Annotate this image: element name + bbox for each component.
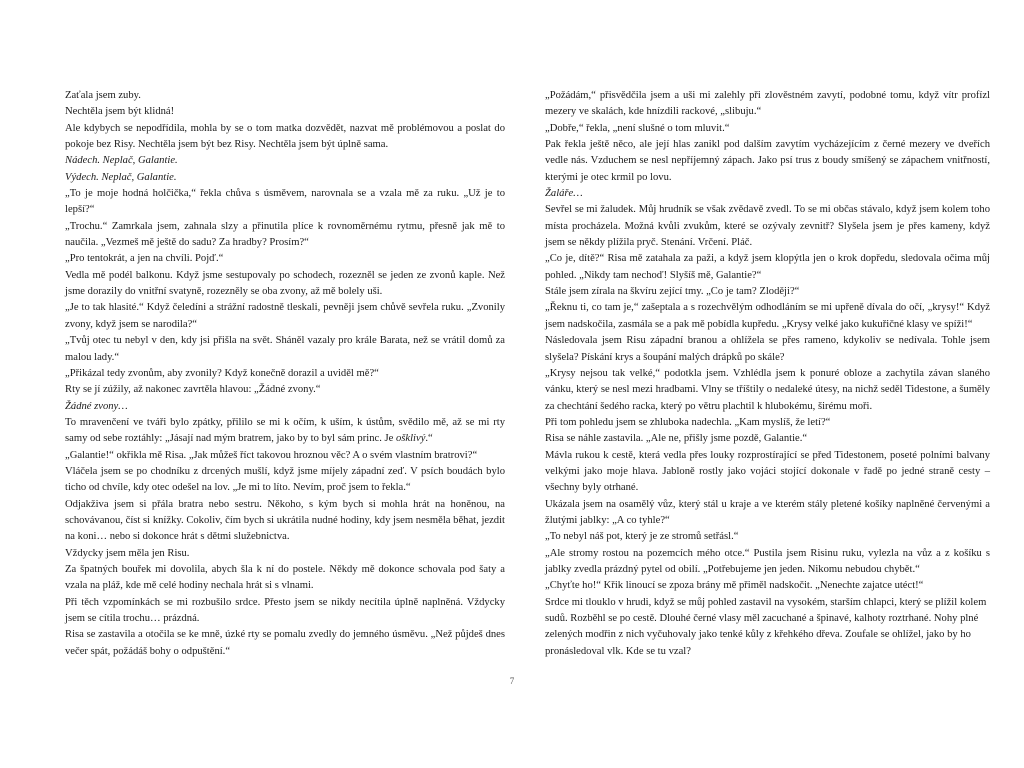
paragraph: „Řeknu ti, co tam je,“ zašeptala a s rozechvělým odhodláním se mi upřeně dívala do očí, „krysy!“ Když jsem nadskočila, zasmála se a pak mě pobídla kupředu. „Krysy velké jako kukuřičné klasy ve spíži!“ <box>545 302 990 330</box>
italic-paragraph: Nádech. Neplač, Galantie. <box>65 155 178 167</box>
paragraph: „Ale stromy rostou na pozemcích mého otce.“ Pustila jsem Risinu ruku, vylezla na vůz a z košíku s jablky zvedla prázdný pytel od obilí. „Potřebujeme jen jeden. Nikomu nebudou chybět.“ <box>545 547 990 575</box>
paragraph: Stále jsem zírala na škvíru zející tmy. „Co je tam? Zloději?“ <box>545 286 800 298</box>
left-page-text <box>57 88 505 660</box>
paragraph: Odjakživa jsem si přála bratra nebo sestru. Někoho, s kým bych si mohla hrát na honěnou, na schovávanou, číst si knížky. Cokoliv, čím bych si ukrátila nudné hodiny, kdy jsem nesměla běhat, jezdit na koni… nebo si dokonce hrát s dětmi služebnictva. <box>65 498 505 543</box>
paragraph: Sevřel se mi žaludek. Můj hrudník se však zvědavě zvedl. To se mi občas stávalo, když jsem kolem toho místa procházela. Možná kvůli zvukům, které se ozývaly zevnitř? Slyšela jsem je přes kameny, když jsem se někdy plížila pryč. Stenání. Vrčení. Pláč. <box>545 204 990 249</box>
paragraph: „Co je, dítě?“ Risa mě zatahala za paži, a když jsem klopýtla jen o krok dopředu, sledovala očima můj pohled. „Nikdy tam nechoď! Slyšíš mě, Galantie?“ <box>545 253 990 281</box>
paragraph: Ukázala jsem na osamělý vůz, který stál u kraje a ve kterém stály pletené košíky naplněné červenými a žlutými jablky: „A co tyhle?“ <box>545 498 990 526</box>
paragraph: Při těch vzpomínkách se mi rozbušilo srdce. Přesto jsem se nikdy necítila úplně naplněná. Vždycky jsem se cítila trochu… prázdná. <box>65 596 505 624</box>
emphasized-word: ošklivý <box>395 433 426 445</box>
paragraph: Vedla mě podél balkonu. Když jsme sestupovaly po schodech, rozezněl se jeden ze zvonů kaple. Než jsme dorazily do vnitřní svatyně, rozezněly se oba zvony, až mě bolely uši. <box>65 269 505 298</box>
paragraph-with-emphasis <box>57 415 505 448</box>
paragraph-text: To mravenčení ve tváři bylo zpátky, přililo se mi k očím, k uším, k ústům, svědilo mě, až se mi rty samy od sebe roztáhly: „Jásají nad mým bratrem, jako by to byl sám princ. Je <box>65 416 505 445</box>
paragraph: „Přikázal tedy zvonům, aby zvonily? Když konečně dorazil a uviděl mě?“ <box>65 367 379 379</box>
paragraph: „Tvůj otec tu nebyl v den, kdy jsi přišla na svět. Sháněl vazaly pro krále Barata, než se vrátil domů za malou lady.“ <box>65 335 505 363</box>
italic-paragraph: Žaláře… <box>545 188 583 200</box>
paragraph: Risa se náhle zastavila. „Ale ne, přišly jsme pozdě, Galantie.“ <box>545 433 808 445</box>
paragraph: Srdce mi tlouklo v hrudi, když se můj pohled zastavil na vysokém, starším chlapci, který se plížil kolem sudů. Rozběhl se po cestě. Dlouhé černé vlasy měl zacuchané a špinavé, kalhoty roztrhané. Nohy plné zelených modřin z nich vyčuhovaly jako tenké kůly z křehkého dřeva. Zoufale se ohlížel, jako by ho pronásledoval vlk. Kde se tu vzal? <box>545 596 987 657</box>
italic-paragraph: Výdech. Neplač, Galantie. <box>65 171 177 183</box>
paragraph: „Dobře,“ řekla, „není slušné o tom mluvit.“ <box>545 122 730 134</box>
paragraph: Vždycky jsem měla jen Risu. <box>65 547 190 559</box>
paragraph: „Požádám,“ přisvědčila jsem a uši mi zalehly při zlověstném zavytí, podobné tomu, když vítr profízl mezery ve skalách, kde hnízdili rackové, „slibuju.“ <box>545 90 990 118</box>
paragraph: Pak řekla ještě něco, ale její hlas zanikl pod dalším zavytím vycházejícím z černé mezery ve dveřích vedle nás. Vzduchem se nesl nepříjemný zápach. Jako psí trus z boudy smíšený se zápachem vnitřností, kterými je otec krmil po lovu. <box>545 139 990 183</box>
paragraph: „Krysy nejsou tak velké,“ podotkla jsem. Vzhlédla jsem k ponuré obloze a zachytila závan slaného vánku, který se nesl mezi hradbami. Vlny se tříštily o nedaleké útesy, na nichž seděl Tidestone, a šuměly za chechtání šedého racka, který po větru plachtil k hlubokému, širému moři. <box>545 367 990 412</box>
paragraph: Rty se jí zúžily, až nakonec zavrtěla hlavou: „Žádné zvony.“ <box>65 384 321 396</box>
paragraph: Za špatných bouřek mi dovolila, abych šla k ní do postele. Někdy mě dokonce schovala pod šaty a vzala na pláž, kde mě celé hodiny nechala hrát si s vlnami. <box>65 563 505 592</box>
paragraph: Vláčela jsem se po chodníku z drcených mušlí, když jsme míjely západní zeď. V psích boudách bylo ticho od chvíle, kdy otec odešel na lov. „Je mi to líto. Nevím, proč jsem to řekla.“ <box>65 465 505 494</box>
right-page-text <box>537 88 990 660</box>
paragraph: Risa se zastavila a otočila se ke mně, úzké rty se pomalu zvedly do jemného úsměvu. „Než půjdeš dnes večer spát, požádáš bohy o odpuštění.“ <box>65 629 505 657</box>
paragraph: „Pro tentokrát, a jen na chvíli. Pojď.“ <box>65 253 224 265</box>
paragraph: „Trochu.“ Zamrkala jsem, zahnala slzy a přinutila plíce k rovnoměrnému rytmu, přesně jak mě to naučila. „Vezmeš mě ještě do sadu? Za hradby? Prosím?“ <box>65 220 505 249</box>
paragraph: „Galantie!“ okřikla mě Risa. „Jak můžeš říct takovou hroznou věc? A o svém vlastním bratrovi?“ <box>65 449 478 461</box>
paragraph: „To nebyl náš pot, který je ze stromů setřásl.“ <box>545 531 739 543</box>
paragraph: Nechtěla jsem být klidná! <box>65 106 175 118</box>
paragraph-text: .“ <box>425 433 433 445</box>
paragraph: Mávla rukou k cestě, která vedla přes louky rozprostírající se před Tidestonem, poseté polními balvany velkými jako moje hlava. Jabloně rostly jako vojáci stojící dokonale v řadě po jedné straně cesty – všechny byly otrhané. <box>545 449 990 494</box>
italic-paragraph: Žádné zvony… <box>65 400 128 412</box>
paragraph: „Je to tak hlasité.“ Když čeledíni a strážní radostně tleskali, pevněji jsem chůvě sevřela ruku. „Zvonily zvony, když jsem se narodila?“ <box>65 302 505 330</box>
paragraph: Ale kdybych se nepodřídila, mohla by se o tom matka dozvědět, nazvat mě problémovou a poslat do pokoje bez Risy. Nechtěla jsem být bez Risy. Nechtěla jsem být úplně sama. <box>65 122 505 151</box>
page-number: 7 <box>509 676 515 686</box>
paragraph: Následovala jsem Risu západní branou a ohlížela se přes rameno, kdykoliv se nedívala. Tohle jsem slyšela? Pískání krys a šoupání malých drápků po skále? <box>545 335 990 363</box>
paragraph: Zaťala jsem zuby. <box>65 90 141 101</box>
paragraph: Při tom pohledu jsem se zhluboka nadechla. „Kam myslíš, že letí?“ <box>545 416 831 428</box>
paragraph: „To je moje hodná holčička,“ řekla chůva s úsměvem, narovnala se a vzala mě za ruku. „Už je to lepší?“ <box>65 188 505 216</box>
paragraph: „Chyťte ho!“ Křik linoucí se zpoza brány mě přiměl nadskočit. „Nenechte zajatce utéct!“ <box>545 580 924 592</box>
